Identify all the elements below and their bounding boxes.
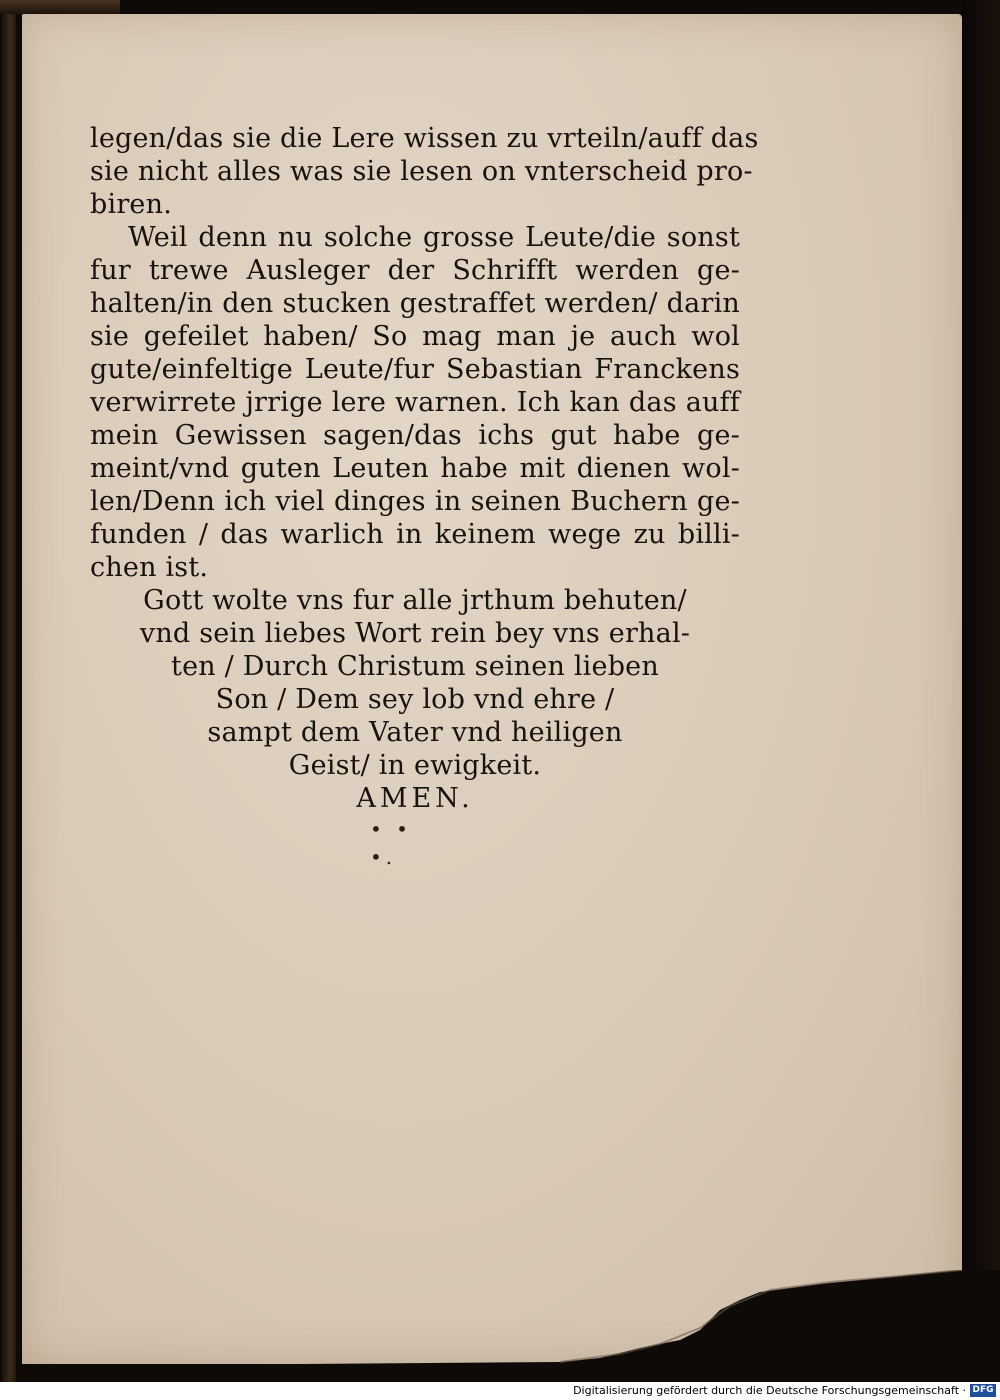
text-line-4: Weil denn nu solche grosse Leute/die sonst	[128, 222, 740, 253]
text-block	[90, 122, 759, 815]
closing-line-2: vnd sein liebes Wort rein bey vns erhal-	[139, 618, 691, 649]
closing-line-6: Geist/ in ewigkeit.	[288, 750, 542, 781]
text-line-2: sie nicht alles was sie lesen on vnterscheid pro-	[90, 156, 753, 187]
text-line-11: meint/vnd guten Leuten habe mit dienen wol-	[90, 453, 740, 484]
closing-line-4: Son / Dem sey lob vnd ehre /	[215, 684, 615, 715]
footer-credit: Digitalisierung gefördert durch die Deutsche Forschungsgemeinschaft ·	[573, 1384, 966, 1397]
closing-line-1: Gott wolte vns fur alle jrthum behuten/	[143, 585, 687, 616]
ornament-dots: • • •.	[370, 817, 412, 869]
text-line-12: len/Denn ich viel dinges in seinen Buchern ge-	[90, 486, 740, 517]
text-line-8: gute/einfeltige Leute/fur Sebastian Franckens	[90, 354, 740, 385]
text-line-5: fur trewe Ausleger der Schrifft werden ge-	[90, 255, 740, 286]
text-line-13: funden / das warlich in keinem wege zu billi-	[90, 519, 740, 550]
closing-line-5: sampt dem Vater vnd heiligen	[207, 717, 623, 748]
text-line-7: sie gefeilet haben/ So mag man je auch wol	[90, 321, 740, 352]
text-line-1: legen/das sie die Lere wissen zu vrteiln/auff das	[90, 123, 759, 154]
text-line-6: halten/in den stucken gestraffet werden/ darin	[90, 288, 740, 319]
text-line-3: biren.	[90, 189, 172, 220]
torn-page-edge	[0, 1270, 1000, 1382]
book-cover-edge-right	[962, 0, 1000, 1382]
amen-line: AMEN.	[356, 783, 474, 814]
text-line-14: chen ist.	[90, 552, 209, 583]
book-cover-edge-left	[2, 0, 16, 1382]
text-line-10: mein Gewissen sagen/das ichs gut habe ge-	[90, 420, 740, 451]
footer-bar	[0, 1382, 1000, 1400]
closing-line-3: ten / Durch Christum seinen lieben	[171, 651, 659, 682]
text-line-9: verwirrete jrrige lere warnen. Ich kan das auff	[90, 387, 740, 418]
book-cover-edge-top	[0, 0, 120, 14]
dfg-logo-icon: DFG	[970, 1384, 996, 1397]
